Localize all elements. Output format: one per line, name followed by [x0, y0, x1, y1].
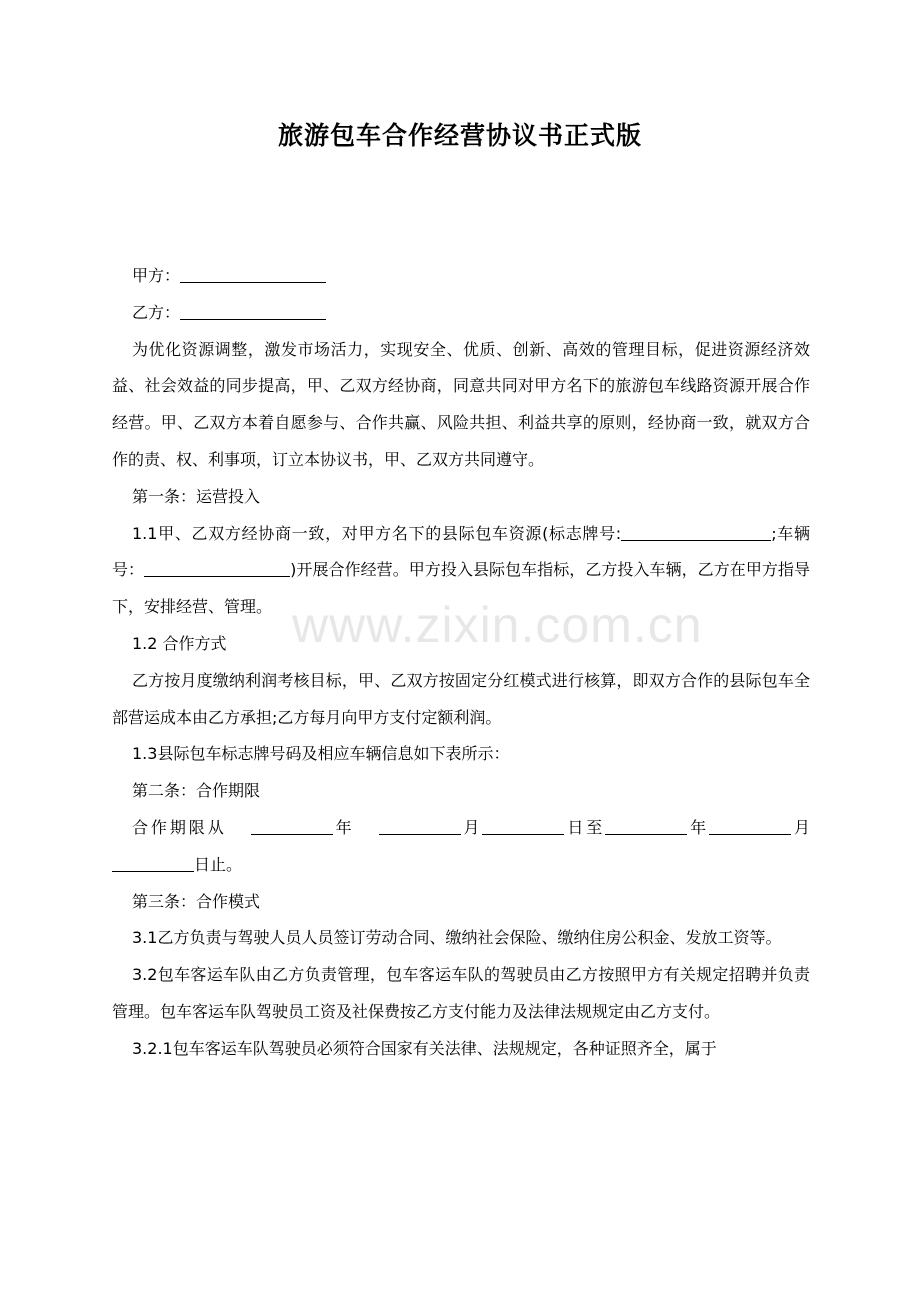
vehicle-number-blank [144, 560, 290, 577]
document-title: 旅游包车合作经营协议书正式版 [277, 121, 642, 150]
party-b-line [112, 295, 810, 332]
end-year-label: 年 [687, 817, 710, 837]
article-1-heading: 第一条：运营投入 [132, 486, 261, 506]
clause-1-2-text: 乙方按月度缴纳利润考核目标，甲、乙双方按固定分红模式进行核算，即双方合作的县际包车全部营运成本由乙方承担;乙方每月向甲方支付定额利润。 [112, 670, 810, 727]
party-a-line [112, 258, 810, 295]
clause-3-2: 3.2包车客运车队由乙方负责管理，包车客运车队的驾驶员由乙方按照甲方有关规定招聘并负责管理。包车客运车队驾驶员工资及社保费按乙方支付能力及法律法规规定由乙方支付。 [112, 965, 810, 1021]
clause-1-1-text-b: ; [771, 523, 777, 543]
start-day-blank [482, 818, 564, 835]
intro-paragraph: 为优化资源调整，激发市场活力，实现安全、优质、创新、高效的管理目标，促进资源经济效益、社会效益的同步提高，甲、乙双方经协商，同意共同对甲方名下的旅游包车线路资源开展合作经营。甲、乙双方本着自愿参与、合作共赢、风险共担、利益共享的原则，经协商一致，就双方合作的责、权、利事项，订立本协议书，甲、乙双方共同遵守。 [112, 339, 810, 469]
clause-1-1-text-d: )开展合作经营。甲方投入县际包车指标，乙方投入车辆，乙方在甲方指导下，安排经营、管理。 [112, 560, 810, 617]
start-year-label: 年 [332, 817, 355, 837]
clause-1-1-text-a: 1.1甲、乙双方经协商一致，对甲方名下的县际包车资源(标志牌号: [132, 523, 622, 543]
party-a-label: 甲方： [132, 266, 181, 285]
clause-1-2-heading: 1.2 合作方式 [132, 633, 227, 653]
clause-1-1 [112, 516, 810, 626]
party-a-blank [180, 266, 326, 283]
end-month-label: 月 [791, 817, 810, 837]
plate-number-blank [621, 524, 771, 541]
watermark: www.zixin.com.cn [292, 597, 703, 653]
term-prefix: 合作期限从 [132, 817, 227, 837]
term-period [112, 810, 810, 884]
clause-3-2-1: 3.2.1包车客运车队驾驶员必须符合国家有关法律、法规规定，各种证照齐全，属于 [132, 1038, 717, 1058]
party-b-label: 乙方： [132, 302, 181, 322]
clause-3-1: 3.1乙方负责与驾驶人员人员签订劳动合同、缴纳社会保险、缴纳住房公积金、发放工资等。 [132, 928, 782, 948]
clause-1-3: 1.3县际包车标志牌号码及相应车辆信息如下表所示： [132, 744, 510, 764]
article-2-heading: 第二条：合作期限 [132, 781, 261, 801]
article-3-heading: 第三条：合作模式 [132, 891, 261, 911]
start-month-blank [379, 818, 461, 835]
end-day-label: 日止。 [194, 854, 243, 874]
end-year-blank [605, 818, 687, 835]
party-b-blank [180, 303, 326, 320]
clause-1-1-text-c: 车辆号： [112, 523, 810, 580]
start-year-blank [251, 818, 333, 835]
end-day-blank [112, 855, 194, 872]
end-month-blank [709, 818, 791, 835]
document-body [112, 258, 810, 1068]
day-to-label: 日至 [564, 817, 606, 837]
start-month-label: 月 [460, 817, 483, 837]
